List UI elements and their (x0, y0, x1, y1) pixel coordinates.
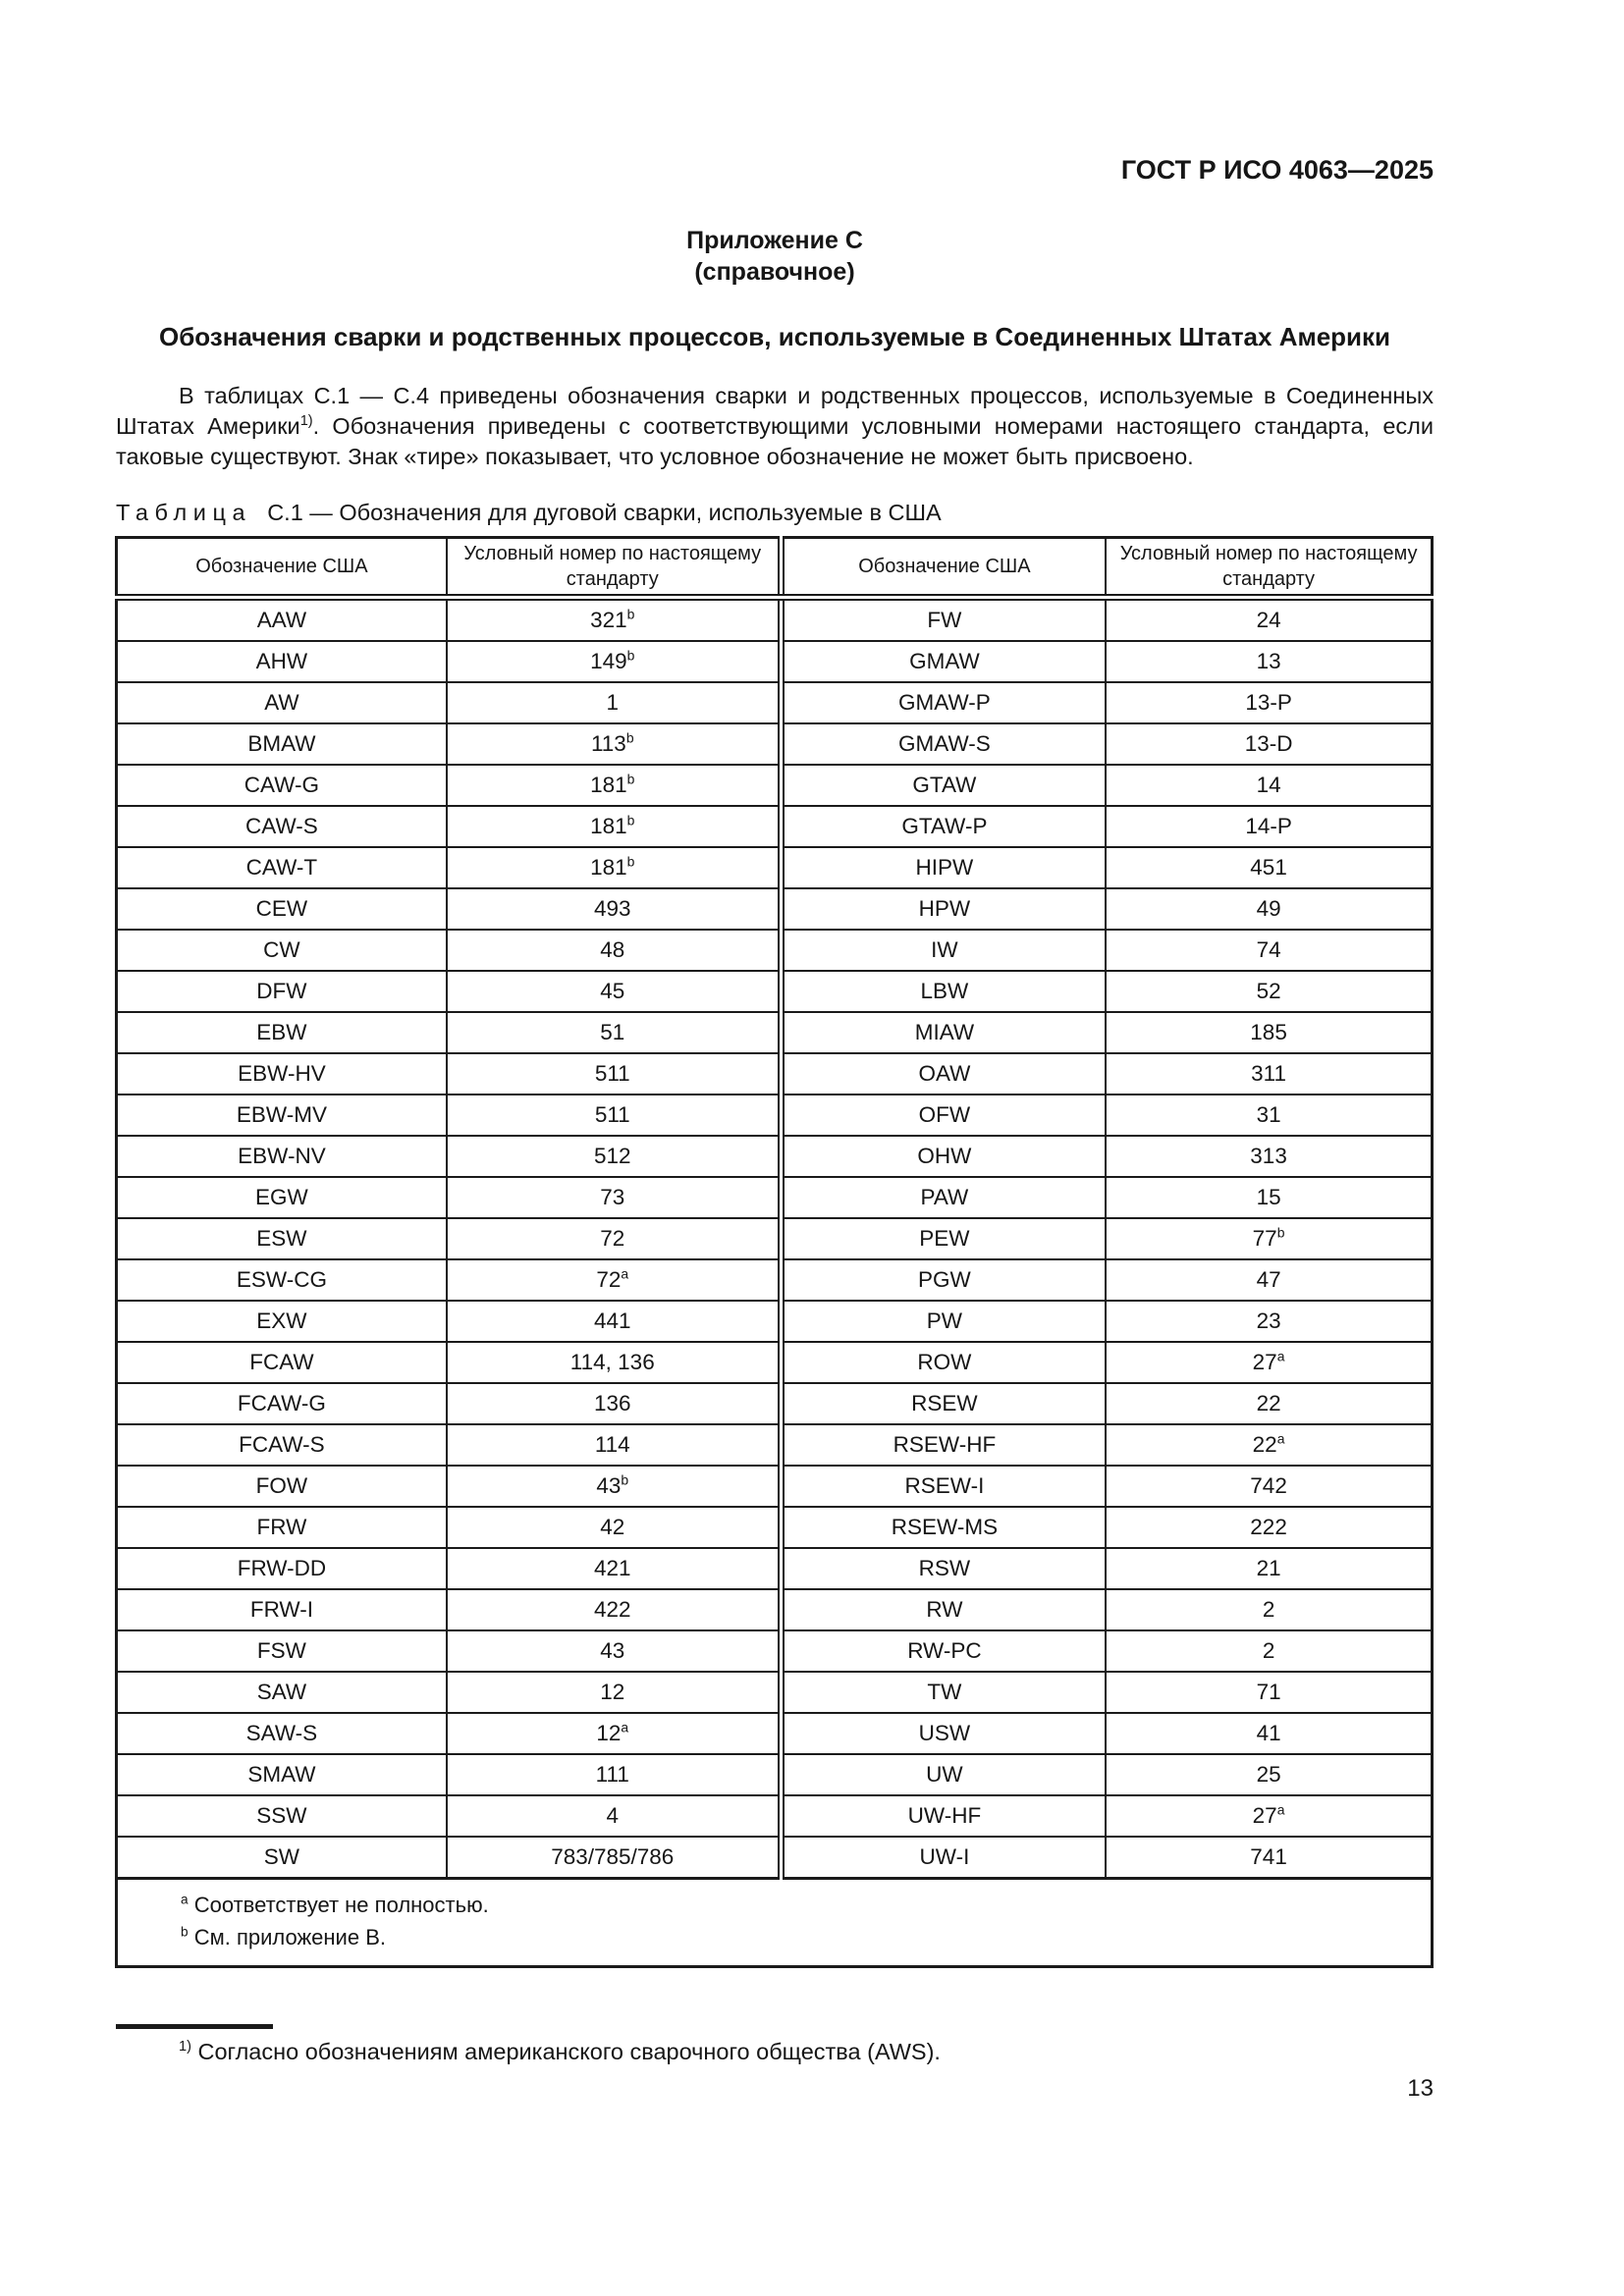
table-row (117, 930, 1433, 971)
us-designation-cell: CAW-S (117, 806, 447, 847)
table-row (117, 1713, 1433, 1754)
standard-number-cell: 47 (1106, 1259, 1432, 1301)
standard-number-cell: 72$^a$ (447, 1259, 781, 1301)
us-designation-cell: RW-PC (781, 1630, 1106, 1672)
us-designation-cell: RSEW (781, 1383, 1106, 1424)
us-designation-cell: PGW (781, 1259, 1106, 1301)
table-row (117, 1095, 1433, 1136)
standard-number-cell: 13 (1106, 641, 1432, 682)
section-title: Обозначения сварки и родственных процессов, используемые в Соединенных Штатах Америки (158, 322, 1391, 351)
standard-number-cell: 43$^b$ (447, 1466, 781, 1507)
us-designation-cell: EBW-NV (117, 1136, 447, 1177)
us-designation-cell: GTAW-P (781, 806, 1106, 847)
standard-number-cell: 25 (1106, 1754, 1432, 1795)
standard-number-cell: 41 (1106, 1713, 1432, 1754)
us-designation-cell: FW (781, 598, 1106, 642)
table-row (117, 1837, 1433, 1879)
us-designation-cell: RSW (781, 1548, 1106, 1589)
us-designation-cell: AW (117, 682, 447, 723)
table-footnotes-cell (117, 1879, 1433, 1967)
us-designation-cell: FCAW (117, 1342, 447, 1383)
us-designation-cell: FOW (117, 1466, 447, 1507)
standard-number-cell: 42 (447, 1507, 781, 1548)
standard-number-cell: 451 (1106, 847, 1432, 888)
standard-number-cell: 48 (447, 930, 781, 971)
footnote-ref: b (621, 1471, 629, 1488)
us-designation-cell: OHW (781, 1136, 1106, 1177)
table-row (117, 765, 1433, 806)
standard-number-cell: 23 (1106, 1301, 1432, 1342)
table-row (117, 1012, 1433, 1053)
us-designation-cell: EBW-MV (117, 1095, 447, 1136)
standard-number-cell: 27$^a$ (1106, 1342, 1432, 1383)
us-designation-cell: CAW-T (117, 847, 447, 888)
us-designation-cell: ESW (117, 1218, 447, 1259)
table-caption-text: С.1 — Обозначения для дуговой сварки, используемые в США (267, 500, 942, 525)
table-row (117, 971, 1433, 1012)
table-row (117, 1342, 1433, 1383)
table-footnotes-row (117, 1879, 1433, 1967)
standard-number-cell: 72 (447, 1218, 781, 1259)
table-row (117, 1589, 1433, 1630)
us-designation-cell: FSW (117, 1630, 447, 1672)
footnote-ref: b (1276, 1224, 1285, 1241)
standard-number-cell: 13-P (1106, 682, 1432, 723)
standard-number-cell: 13-D (1106, 723, 1432, 765)
table-row (117, 1672, 1433, 1713)
table-row (117, 1548, 1433, 1589)
us-designation-cell: HPW (781, 888, 1106, 930)
standard-number-cell: 114 (447, 1424, 781, 1466)
table-row (117, 1466, 1433, 1507)
standard-number-cell: 742 (1106, 1466, 1432, 1507)
col-header-standard-number-left: Условный номер по настоящему стандарту (447, 538, 781, 598)
us-designation-cell: DFW (117, 971, 447, 1012)
us-designation-cell: AAW (117, 598, 447, 642)
standard-number-cell: 73 (447, 1177, 781, 1218)
us-designation-cell: RSEW-MS (781, 1507, 1106, 1548)
us-designation-cell: SAW-S (117, 1713, 447, 1754)
footnote-ref: a (621, 1719, 629, 1735)
table-caption-label: Таблица (116, 500, 252, 525)
intro-text-part2: . Обозначения приведены с соответствующими условными номерами настоящего стандарта, если таковые существуют. Знак «тире» показывает, что условное обозначение не может быть присвоено. (116, 413, 1434, 469)
col-header-us-designation-left: Обозначение США (117, 538, 447, 598)
table-row (117, 1259, 1433, 1301)
page-number: 13 (1407, 2075, 1434, 2102)
standard-number-cell: 12$^a$ (447, 1713, 781, 1754)
us-designation-cell: RSEW-I (781, 1466, 1106, 1507)
annex-subtitle: (справочное) (694, 258, 855, 286)
standard-number-cell: 14-P (1106, 806, 1432, 847)
standard-number-cell: 313 (1106, 1136, 1432, 1177)
standard-number-cell: 111 (447, 1754, 781, 1795)
standard-number-cell: 1 (447, 682, 781, 723)
standard-number-cell: 136 (447, 1383, 781, 1424)
us-designation-cell: RW (781, 1589, 1106, 1630)
intro-paragraph (116, 381, 1434, 472)
us-designation-cell: CAW-G (117, 765, 447, 806)
standard-number-cell: 21 (1106, 1548, 1432, 1589)
table-row (117, 641, 1433, 682)
standard-number-cell: 113$^b$ (447, 723, 781, 765)
standard-number-cell: 511 (447, 1095, 781, 1136)
standard-number-cell: 181$^b$ (447, 806, 781, 847)
standard-number-cell: 222 (1106, 1507, 1432, 1548)
standard-number-cell: 15 (1106, 1177, 1432, 1218)
col-header-us-designation-right: Обозначение США (781, 538, 1106, 598)
us-designation-cell: GMAW-S (781, 723, 1106, 765)
standard-number-cell: 45 (447, 971, 781, 1012)
footnote-marker-a: a (181, 1892, 189, 1907)
intro-footnote-ref: 1) (299, 413, 313, 430)
standard-number-cell: 74 (1106, 930, 1432, 971)
footnote-ref: a (1276, 1348, 1285, 1364)
footnote-ref: b (626, 647, 635, 664)
us-designation-cell: FRW (117, 1507, 447, 1548)
us-designation-cell: TW (781, 1672, 1106, 1713)
table-row (117, 1136, 1433, 1177)
us-designation-cell: UW (781, 1754, 1106, 1795)
table-row (117, 1630, 1433, 1672)
us-designation-cell: SMAW (117, 1754, 447, 1795)
table-row (117, 1053, 1433, 1095)
document-code: ГОСТ Р ИСО 4063—2025 (1120, 155, 1434, 185)
standard-number-cell: 741 (1106, 1837, 1432, 1879)
standard-number-cell: 12 (447, 1672, 781, 1713)
us-designation-cell: FCAW-S (117, 1424, 447, 1466)
us-designation-cell: GMAW (781, 641, 1106, 682)
us-designation-cell: CW (117, 930, 447, 971)
us-designation-cell: OAW (781, 1053, 1106, 1095)
footnote-ref: b (626, 771, 635, 787)
standard-number-cell: 31 (1106, 1095, 1432, 1136)
table-footnote-a (181, 1889, 1421, 1921)
standard-number-cell: 511 (447, 1053, 781, 1095)
standard-number-cell: 149$^b$ (447, 641, 781, 682)
us-designation-cell: UW-I (781, 1837, 1106, 1879)
footnote-ref: b (626, 812, 635, 828)
standard-number-cell: 2 (1106, 1589, 1432, 1630)
us-designation-cell: EGW (117, 1177, 447, 1218)
standard-number-cell: 22$^a$ (1106, 1424, 1432, 1466)
standard-number-cell: 321$^b$ (447, 598, 781, 642)
us-designation-cell: EBW-HV (117, 1053, 447, 1095)
standard-number-cell: 783/785/786 (447, 1837, 781, 1879)
standard-number-cell: 422 (447, 1589, 781, 1630)
footnote-text-a: Соответствует не полностью. (193, 1893, 489, 1917)
standard-number-cell: 512 (447, 1136, 781, 1177)
us-designation-cell: AHW (117, 641, 447, 682)
table-row (117, 1507, 1433, 1548)
standard-number-cell: 493 (447, 888, 781, 930)
us-designation-cell: IW (781, 930, 1106, 971)
footnote-text-b: См. приложение В. (193, 1925, 386, 1949)
footnote-ref: b (626, 606, 635, 622)
table-row (117, 598, 1433, 642)
standard-number-cell: 22 (1106, 1383, 1432, 1424)
us-designation-cell: FCAW-G (117, 1383, 447, 1424)
col-header-standard-number-right: Условный номер по настоящему стандарту (1106, 538, 1432, 598)
table-body (117, 598, 1433, 1879)
standard-number-cell: 43 (447, 1630, 781, 1672)
table-header-row (117, 538, 1433, 598)
table-row (117, 682, 1433, 723)
page-footnote-text: Согласно обозначениям американского сварочного общества (AWS). (197, 2039, 941, 2064)
us-designation-cell: ROW (781, 1342, 1106, 1383)
us-designation-cell: RSEW-HF (781, 1424, 1106, 1466)
page-footnote (116, 2037, 1434, 2067)
standard-number-cell: 14 (1106, 765, 1432, 806)
us-designation-cell: EXW (117, 1301, 447, 1342)
us-designation-cell: USW (781, 1713, 1106, 1754)
us-designation-cell: MIAW (781, 1012, 1106, 1053)
table-row (117, 1177, 1433, 1218)
table-row (117, 1795, 1433, 1837)
table-row (117, 806, 1433, 847)
us-designation-cell: UW-HF (781, 1795, 1106, 1837)
standard-number-cell: 311 (1106, 1053, 1432, 1095)
table-row (117, 723, 1433, 765)
standard-number-cell: 421 (447, 1548, 781, 1589)
us-designation-cell: SW (117, 1837, 447, 1879)
table-row (117, 888, 1433, 930)
designation-table (115, 536, 1434, 1968)
table-row (117, 1218, 1433, 1259)
table-caption (116, 498, 1434, 527)
us-designation-cell: SAW (117, 1672, 447, 1713)
us-designation-cell: PW (781, 1301, 1106, 1342)
standard-number-cell: 181$^b$ (447, 765, 781, 806)
footnote-marker-b: b (181, 1924, 189, 1940)
table-row (117, 1424, 1433, 1466)
table-row (117, 1383, 1433, 1424)
standard-number-cell: 27$^a$ (1106, 1795, 1432, 1837)
footnote-ref: a (621, 1265, 629, 1282)
us-designation-cell: EBW (117, 1012, 447, 1053)
standard-number-cell: 4 (447, 1795, 781, 1837)
us-designation-cell: OFW (781, 1095, 1106, 1136)
standard-number-cell: 49 (1106, 888, 1432, 930)
standard-number-cell: 441 (447, 1301, 781, 1342)
us-designation-cell: PAW (781, 1177, 1106, 1218)
standard-number-cell: 77$^b$ (1106, 1218, 1432, 1259)
table-row (117, 847, 1433, 888)
standard-number-cell: 181$^b$ (447, 847, 781, 888)
standard-number-cell: 2 (1106, 1630, 1432, 1672)
us-designation-cell: BMAW (117, 723, 447, 765)
footnote-ref: a (1276, 1430, 1285, 1447)
table-row (117, 1754, 1433, 1795)
us-designation-cell: GTAW (781, 765, 1106, 806)
page-footnote-marker: 1) (179, 2039, 191, 2056)
standard-number-cell: 24 (1106, 598, 1432, 642)
us-designation-cell: FRW-DD (117, 1548, 447, 1589)
standard-number-cell: 51 (447, 1012, 781, 1053)
us-designation-cell: FRW-I (117, 1589, 447, 1630)
table-footnote-b (181, 1921, 1421, 1953)
standard-number-cell: 114, 136 (447, 1342, 781, 1383)
us-designation-cell: ESW-CG (117, 1259, 447, 1301)
us-designation-cell: SSW (117, 1795, 447, 1837)
us-designation-cell: LBW (781, 971, 1106, 1012)
standard-number-cell: 185 (1106, 1012, 1432, 1053)
us-designation-cell: CEW (117, 888, 447, 930)
footnote-ref: a (1276, 1801, 1285, 1818)
standard-number-cell: 71 (1106, 1672, 1432, 1713)
us-designation-cell: HIPW (781, 847, 1106, 888)
table-row (117, 1301, 1433, 1342)
intro-text-part1: В таблицах С.1 — С.4 приведены обозначения сварки и родственных процессов, используемые в Соединенных Штатах Америки (116, 383, 1434, 439)
footnote-ref: b (626, 853, 635, 870)
standard-number-cell: 52 (1106, 971, 1432, 1012)
us-designation-cell: GMAW-P (781, 682, 1106, 723)
us-designation-cell: PEW (781, 1218, 1106, 1259)
footnote-ref: b (625, 729, 634, 746)
annex-heading: Приложение С (686, 227, 863, 254)
footnote-separator-rule (116, 2024, 273, 2029)
